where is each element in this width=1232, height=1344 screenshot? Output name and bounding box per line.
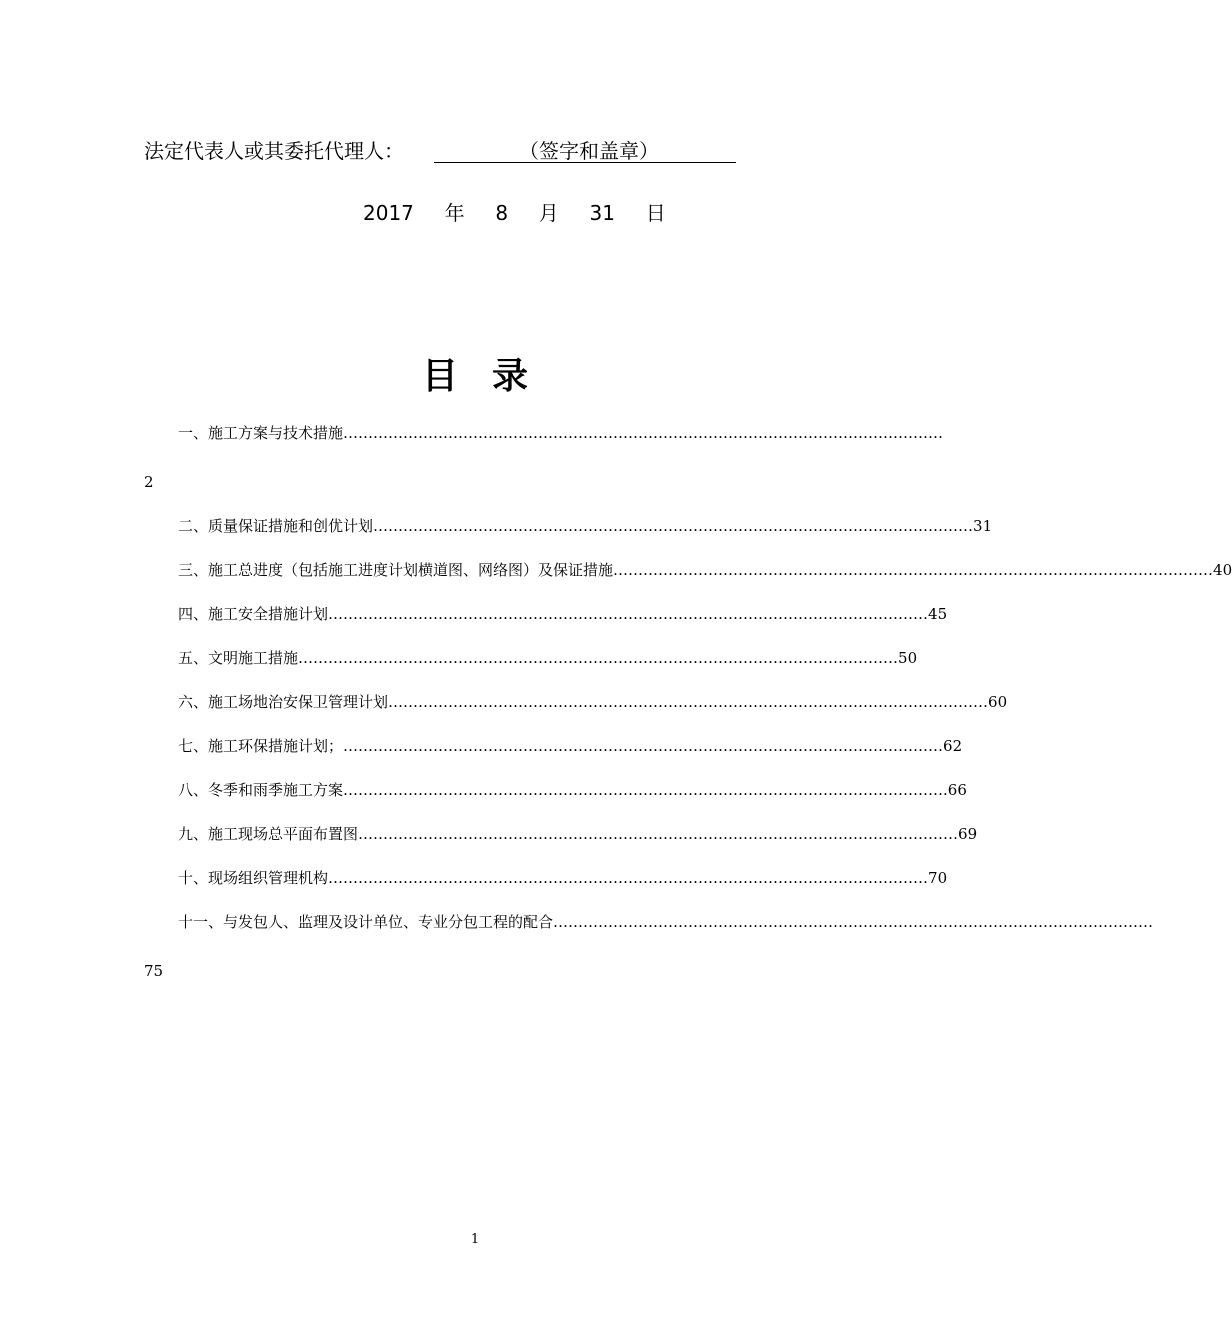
toc-item[interactable]	[178, 645, 918, 671]
toc-item-page: 40	[1213, 561, 1232, 579]
toc-item-number: 三、	[178, 561, 209, 579]
toc-item-page: 69	[958, 825, 978, 843]
toc-item-number: 一、	[178, 424, 209, 442]
date-day-unit: 日	[645, 201, 666, 225]
date-year-unit: 年	[444, 201, 465, 225]
date-year: 2017	[363, 201, 414, 225]
toc-item-number: 四、	[178, 605, 209, 623]
toc-item-label: 现场组织管理机构	[208, 869, 329, 887]
toc-item[interactable]	[178, 513, 993, 539]
toc-item-label: 施工方案与技术措施	[208, 424, 344, 442]
toc-item-label: 施工场地治安保卫管理计划	[208, 693, 389, 711]
toc-item[interactable]	[178, 557, 1232, 583]
toc-item[interactable]	[178, 821, 978, 847]
toc-item[interactable]	[178, 420, 944, 446]
toc-item[interactable]	[178, 865, 948, 891]
toc-leader-dots: …………………………………………………………………………………………………………	[343, 737, 944, 755]
date-month: 8	[495, 201, 509, 225]
toc-item[interactable]	[178, 601, 948, 627]
toc-leader-dots: …………………………………………………………………………………………………………	[298, 649, 899, 667]
toc-item[interactable]	[178, 689, 1008, 715]
toc-item-page: 60	[988, 693, 1008, 711]
toc-item-label: 质量保证措施和创优计划	[208, 517, 374, 535]
date-day: 31	[589, 201, 615, 225]
toc-leader-dots: …………………………………………………………………………………………………………	[328, 869, 929, 887]
toc-leader-dots: …………………………………………………………………………………………………………	[343, 424, 944, 442]
toc-item-page: 70	[928, 869, 948, 887]
toc-item-label: 施工现场总平面布置图	[208, 825, 359, 843]
signature-label: 法定代表人或其委托代理人：	[144, 139, 404, 163]
toc-item[interactable]	[178, 777, 967, 803]
toc-leader-dots: …………………………………………………………………………………………………………	[328, 605, 929, 623]
toc-item-page: 62	[943, 737, 963, 755]
toc-title: 目录	[421, 356, 562, 397]
toc-item-number: 七、	[178, 737, 209, 755]
toc-item-number: 九、	[178, 825, 209, 843]
toc-item-label: 冬季和雨季施工方案	[208, 781, 344, 799]
toc-item[interactable]	[178, 909, 1154, 935]
toc-leader-dots: …………………………………………………………………………………………………………	[373, 517, 974, 535]
toc-item-page: 2	[144, 473, 154, 491]
toc-item[interactable]	[178, 733, 963, 759]
page-number: 1	[470, 1232, 480, 1247]
toc-item-label: 与发包人、监理及设计单位、专业分包工程的配合	[223, 913, 554, 931]
toc-leader-dots: …………………………………………………………………………………………………………	[358, 825, 959, 843]
toc-leader-dots: …………………………………………………………………………………………………………	[553, 913, 1154, 931]
toc-item-label: 施工环保措施计划；	[208, 737, 344, 755]
toc-leader-dots: …………………………………………………………………………………………………………	[388, 693, 989, 711]
toc-item-number: 十一、	[178, 913, 224, 931]
signature-note: （签字和盖章）	[519, 139, 659, 163]
toc-item-number: 十、	[178, 869, 209, 887]
toc-item-label: 文明施工措施	[208, 649, 299, 667]
toc-item-number: 五、	[178, 649, 209, 667]
toc-leader-dots: …………………………………………………………………………………………………………	[343, 781, 944, 799]
signature-date	[363, 198, 666, 228]
toc-item-label: 施工总进度（包括施工进度计划横道图、网络图）及保证措施	[208, 561, 614, 579]
toc-item-page: 31	[973, 517, 993, 535]
toc-item-page: 45	[928, 605, 948, 623]
toc-item-page: 75	[144, 962, 164, 980]
toc-item-number: 二、	[178, 517, 209, 535]
toc-item-number: 八、	[178, 781, 209, 799]
toc-item-label: 施工安全措施计划	[208, 605, 329, 623]
toc-item-number: 六、	[178, 693, 209, 711]
toc-leader-dots: …………………………………………………………………………………………………………	[613, 561, 1214, 579]
toc-item-page: 50	[898, 649, 918, 667]
date-month-unit: 月	[538, 201, 559, 225]
toc-item-page: .66	[943, 781, 967, 799]
